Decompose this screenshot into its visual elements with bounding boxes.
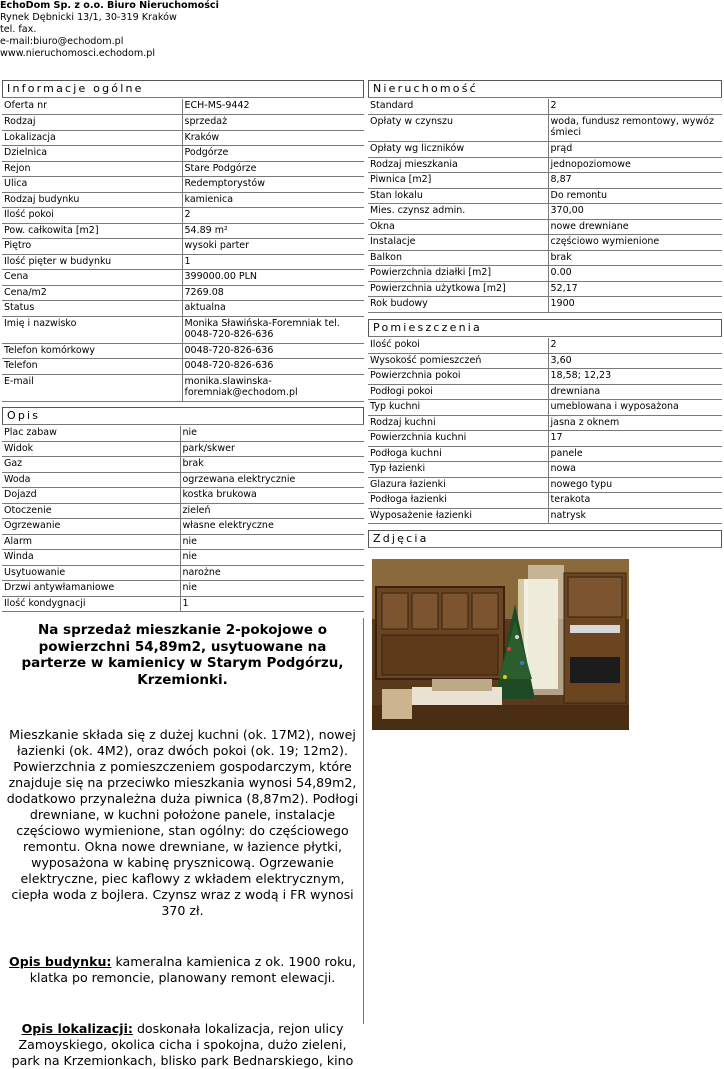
row-value: kostka brukowa — [180, 488, 364, 504]
row-value: natrysk — [548, 508, 722, 524]
row-label: Widok — [2, 441, 180, 457]
company-website: www.nieruchomosci.echodom.pl — [0, 48, 156, 60]
row-label: Rodzaj mieszkania — [368, 157, 548, 173]
table-row — [368, 353, 722, 369]
table-row — [368, 99, 722, 115]
row-label: Opłaty wg liczników — [368, 142, 548, 158]
company-header — [0, 0, 219, 60]
row-label: Rodzaj kuchni — [368, 415, 548, 431]
row-value: 0.00 — [548, 266, 722, 282]
row-value: Do remontu — [548, 188, 722, 204]
table-row — [368, 400, 722, 416]
section-general-header: Informacje ogólne — [2, 80, 364, 98]
row-value: narożne — [180, 565, 364, 581]
row-label: Telefon — [2, 359, 182, 375]
table-row — [2, 223, 364, 239]
table-row — [2, 115, 364, 131]
company-name: EchoDom Sp. z o.o. Biuro Nieruchomości — [0, 0, 219, 11]
row-label: Alarm — [2, 534, 180, 550]
section-property-header: Nieruchomość — [368, 80, 722, 98]
row-label: Wyposażenie łazienki — [368, 508, 548, 524]
row-value: ECH-MS-9442 — [182, 99, 364, 115]
row-value: wysoki parter — [182, 239, 364, 255]
row-label: Ilość pokoi — [2, 208, 182, 224]
row-value: nowa — [548, 462, 722, 478]
table-row — [2, 99, 364, 115]
row-value: brak — [180, 457, 364, 473]
row-label: Instalacje — [368, 235, 548, 251]
building-text: kameralna kamienica z ok. 1900 roku, klatka po remoncie, planowany remont elewacji. — [29, 954, 356, 985]
row-value: jednopoziomowe — [548, 157, 722, 173]
table-row — [2, 316, 364, 343]
company-fax: tel. fax. — [0, 24, 37, 36]
table-row — [2, 254, 364, 270]
row-label: Piwnica [m2] — [368, 173, 548, 189]
row-value: 2 — [548, 99, 722, 115]
description-main: Mieszkanie składa się z dużej kuchni (ok. 17M2), nowej łazienki (ok. 4M2), oraz dwóch pokoi (ok. 19; 12m2). Powierzchnia z pomieszczeniem gospodarczym, które znajduje się na przeciwko mieszkania wynosi 54,89m2, dodatkowo przynależna duża piwnica (8,87m2). Podłogi drewniane, w kuchni położone panele, instalacje częściowo wymienione, stan ogólny: do częściowego remontu. Okna nowe drewniane, w łazience płytki, wyposażona w kabinę prysznicową. Ogrzewanie elektryczne, piec kaflowy z wkładem elektrycznym, ciepła woda z bojlera. Czynsz wraz z wodą i FR wynosi 370 zł. — [6, 727, 359, 918]
row-label: Standard — [368, 99, 548, 115]
table-row — [2, 192, 364, 208]
table-row — [2, 426, 364, 442]
row-label: Otoczenie — [2, 503, 180, 519]
row-value: nowe drewniane — [548, 219, 722, 235]
table-row — [368, 281, 722, 297]
row-value: nie — [180, 534, 364, 550]
row-value: Podgórze — [182, 146, 364, 162]
row-label: Powierzchnia działki [m2] — [368, 266, 548, 282]
description-headline: Na sprzedaż mieszkanie 2-pokojowe o powierzchni 54,89m2, usytuowane na parterze w kamienicy w Starym Podgórzu, Krzemionki. — [21, 622, 344, 688]
table-row — [2, 550, 364, 566]
row-value: własne elektryczne — [180, 519, 364, 535]
row-label: Typ łazienki — [368, 462, 548, 478]
row-value: 54.89 m² — [182, 223, 364, 239]
row-value: aktualna — [182, 301, 364, 317]
table-row — [368, 219, 722, 235]
row-value: 7269.08 — [182, 285, 364, 301]
table-row — [2, 270, 364, 286]
table-row — [2, 343, 364, 359]
table-row — [368, 235, 722, 251]
table-row — [2, 503, 364, 519]
row-value: park/skwer — [180, 441, 364, 457]
row-label: Ilość kondygnacji — [2, 596, 180, 612]
row-label: Imię i nazwisko — [2, 316, 182, 343]
row-label: Telefon komórkowy — [2, 343, 182, 359]
row-label: E-mail — [2, 374, 182, 401]
row-value: 0048-720-826-636 — [182, 359, 364, 375]
table-row — [368, 204, 722, 220]
row-value: 8,87 — [548, 173, 722, 189]
location-label: Opis lokalizacji: — [21, 1021, 133, 1036]
table-row — [2, 374, 364, 401]
table-row — [2, 596, 364, 612]
row-value: monika.slawinska-foremniak@echodom.pl — [182, 374, 364, 401]
section-rooms-header: Pomieszczenia — [368, 319, 722, 337]
row-value: 17 — [548, 431, 722, 447]
row-value: nie — [180, 426, 364, 442]
row-value: 1 — [182, 254, 364, 270]
row-value: 1 — [180, 596, 364, 612]
row-label: Wysokość pomieszczeń — [368, 353, 548, 369]
table-row — [368, 462, 722, 478]
table-row — [368, 297, 722, 313]
row-label: Gaz — [2, 457, 180, 473]
row-value: Redemptorystów — [182, 177, 364, 193]
row-value: jasna z oknem — [548, 415, 722, 431]
table-row — [368, 250, 722, 266]
row-label: Ogrzewanie — [2, 519, 180, 535]
row-label: Woda — [2, 472, 180, 488]
table-row — [368, 384, 722, 400]
table-row — [2, 441, 364, 457]
row-value: drewniana — [548, 384, 722, 400]
row-label: Podłoga kuchni — [368, 446, 548, 462]
table-row — [2, 359, 364, 375]
row-value: 2 — [182, 208, 364, 224]
building-label: Opis budynku: — [9, 954, 112, 969]
left-column — [2, 80, 364, 612]
table-row — [368, 338, 722, 354]
table-row — [368, 369, 722, 385]
description-section — [2, 618, 364, 1068]
row-value: zieleń — [180, 503, 364, 519]
row-value: brak — [548, 250, 722, 266]
row-label: Podłogi pokoi — [368, 384, 548, 400]
table-row — [368, 477, 722, 493]
table-row — [2, 177, 364, 193]
row-value: częściowo wymienione — [548, 235, 722, 251]
row-label: Usytuowanie — [2, 565, 180, 581]
table-row — [368, 508, 722, 524]
table-row — [2, 565, 364, 581]
row-value: Monika Sławińska-Foremniak tel. 0048-720-826-636 — [182, 316, 364, 343]
row-label: Powierzchnia kuchni — [368, 431, 548, 447]
building-description — [6, 954, 359, 986]
table-row — [2, 472, 364, 488]
row-value: 3,60 — [548, 353, 722, 369]
row-value: 399000.00 PLN — [182, 270, 364, 286]
table-row — [2, 146, 364, 162]
row-value: 18,58; 12,23 — [548, 369, 722, 385]
table-row — [2, 285, 364, 301]
section-photos-header: Zdjęcia — [368, 530, 722, 548]
row-value: 370,00 — [548, 204, 722, 220]
row-value: 1900 — [548, 297, 722, 313]
rooms-table — [368, 338, 722, 525]
row-label: Opłaty w czynszu — [368, 115, 548, 142]
row-value: sprzedaż — [182, 115, 364, 131]
row-value: Stare Podgórze — [182, 161, 364, 177]
table-row — [2, 130, 364, 146]
location-description — [6, 1021, 359, 1069]
company-email: e-mail:biuro@echodom.pl — [0, 36, 124, 48]
row-label: Okna — [368, 219, 548, 235]
table-row — [368, 157, 722, 173]
property-table — [368, 99, 722, 313]
row-label: Piętro — [2, 239, 182, 255]
row-value: panele — [548, 446, 722, 462]
row-value: 2 — [548, 338, 722, 354]
row-label: Winda — [2, 550, 180, 566]
table-row — [368, 493, 722, 509]
row-label: Powierzchnia pokoi — [368, 369, 548, 385]
row-label: Rodzaj budynku — [2, 192, 182, 208]
table-row — [2, 488, 364, 504]
table-row — [368, 446, 722, 462]
row-label: Pow. całkowita [m2] — [2, 223, 182, 239]
table-row — [2, 161, 364, 177]
row-label: Glazura łazienki — [368, 477, 548, 493]
row-value: umeblowana i wyposażona — [548, 400, 722, 416]
row-label: Powierzchnia użytkowa [m2] — [368, 281, 548, 297]
table-row — [2, 239, 364, 255]
row-value: nowego typu — [548, 477, 722, 493]
row-value: terakota — [548, 493, 722, 509]
row-label: Rejon — [2, 161, 182, 177]
table-row — [368, 142, 722, 158]
table-row — [368, 415, 722, 431]
row-label: Oferta nr — [2, 99, 182, 115]
table-row — [2, 208, 364, 224]
row-value: 0048-720-826-636 — [182, 343, 364, 359]
opis-table — [2, 426, 364, 613]
row-label: Mies. czynsz admin. — [368, 204, 548, 220]
table-row — [2, 519, 364, 535]
table-row — [368, 115, 722, 142]
row-label: Stan lokalu — [368, 188, 548, 204]
row-value: prąd — [548, 142, 722, 158]
table-row — [2, 457, 364, 473]
table-row — [368, 431, 722, 447]
table-row — [368, 266, 722, 282]
row-label: Typ kuchni — [368, 400, 548, 416]
row-value: nie — [180, 581, 364, 597]
row-label: Lokalizacja — [2, 130, 182, 146]
row-value: kamienica — [182, 192, 364, 208]
apartment-photo[interactable] — [372, 559, 629, 730]
location-text: doskonała lokalizacja, rejon ulicy Zamoyskiego, okolica cicha i spokojna, dużo zieleni, park na Krzemionkach, blisko park Bednarskiego, kino — [11, 1021, 354, 1068]
row-value: nie — [180, 550, 364, 566]
row-value: 52,17 — [548, 281, 722, 297]
row-value: woda, fundusz remontowy, wywóz śmieci — [548, 115, 722, 142]
row-label: Ulica — [2, 177, 182, 193]
row-label: Drzwi antywłamaniowe — [2, 581, 180, 597]
right-column — [368, 80, 722, 734]
row-label: Rok budowy — [368, 297, 548, 313]
row-value: ogrzewana elektrycznie — [180, 472, 364, 488]
table-row — [2, 581, 364, 597]
row-label: Dzielnica — [2, 146, 182, 162]
row-label: Balkon — [368, 250, 548, 266]
table-row — [368, 188, 722, 204]
row-label: Plac zabaw — [2, 426, 180, 442]
table-row — [368, 173, 722, 189]
row-label: Cena/m2 — [2, 285, 182, 301]
row-label: Dojazd — [2, 488, 180, 504]
row-label: Status — [2, 301, 182, 317]
row-label: Ilość pokoi — [368, 338, 548, 354]
table-row — [2, 301, 364, 317]
row-label: Ilość pięter w budynku — [2, 254, 182, 270]
company-address: Rynek Dębnicki 13/1, 30-319 Kraków — [0, 12, 177, 24]
row-label: Cena — [2, 270, 182, 286]
row-label: Podłoga łazienki — [368, 493, 548, 509]
table-row — [2, 534, 364, 550]
row-label: Rodzaj — [2, 115, 182, 131]
general-table — [2, 99, 364, 402]
row-value: Kraków — [182, 130, 364, 146]
section-opis-header: Opis — [2, 407, 364, 425]
